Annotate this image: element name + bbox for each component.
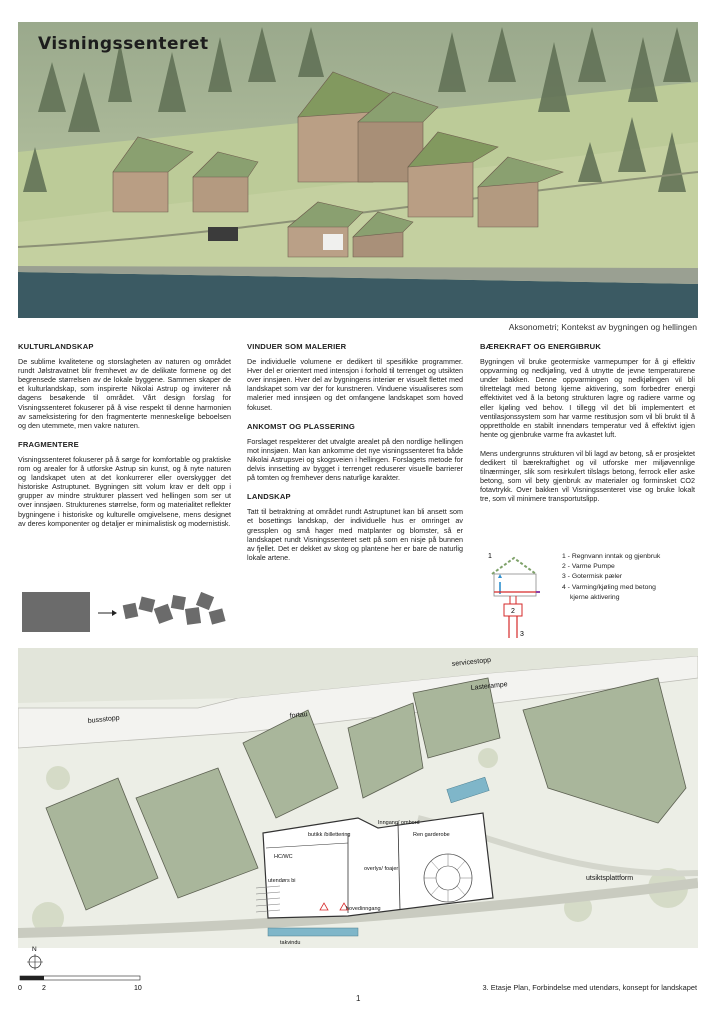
fragment-diagram (22, 592, 232, 636)
text-column-2 (247, 342, 463, 572)
north-arrow-icon (25, 944, 47, 970)
axonometric-render (18, 22, 698, 318)
label-garderobe: Ren garderobe (413, 832, 450, 838)
label-inngang: Inngang/ ombord (378, 820, 420, 826)
paragraph-kulturlandskap: De sublime kvalitetene og storslagheten av naturen og området rundt Jølstravatnet blir fremhevet av de delikate formene og det begrensede størrelsen av de lokale byggene. Sammen skaper de et kulturlandskap, som inspirerte Nikolai Astrup og inviterer nå dagens besøkende til området. Vårt design forslag for Visningssenteret fokuserer på å vise respekt til denne harmonien av sameksistering for den fragmenterte menneskelige beboelsen og den utemmete, men vakre naturen. (18, 357, 231, 430)
label-hovedinngang: hovedinngang (346, 906, 381, 912)
paragraph-landskap: Tatt til betraktning at området rundt Astruptunet kan bli ansett som et bosettings landskap, der individuelle hus er omringet av gressplen og små hager med matplanter og blomster, så er landskapet rundt Visningssenteret sett på som en nisje på bunnen av fjellet. Det er dekket av skog og plantene her er bare de naturlig lokale artene. (247, 507, 463, 562)
label-servicestopp: servicestopp (451, 656, 492, 668)
label-hcwc: HC/WC (274, 854, 293, 860)
page-title: Visningssenteret (38, 34, 209, 54)
heading-ankomst: ANKOMST OG PLASSERING (247, 421, 355, 431)
scale-bar (18, 974, 158, 994)
diagram-num-2: 2 (511, 608, 515, 615)
north-label: N (32, 946, 37, 953)
energy-legend (562, 552, 702, 603)
heading-fragmentere: FRAGMENTERE (18, 439, 79, 449)
legend-item: 2 - Varme Pumpe (562, 563, 615, 571)
scale-tick-10: 10 (134, 985, 142, 992)
label-bussstopp: bussstopp (87, 714, 120, 725)
text-column-3 (480, 342, 695, 514)
heading-vinduer: VINDUER SOM MALERIER (247, 342, 347, 351)
label-utendors: utendørs bi (268, 878, 296, 884)
paragraph-ankomst: Forslaget respekterer det utvalgte arealet på den nordlige hellingen mot innsjøen. Man kan ankomme det nye visningssenteret fra både Nikolai Astrupsvei og skogsveien i hellingen. Forslagets metode for delvis innsetting av bygget i terrenget reduserer visuelle barrierer på tomten og fremhever dens naturlige karakter. (247, 436, 463, 483)
paragraph-baerekraft: Bygningen vil bruke geotermiske varmepumper for å gi effektiv oppvarming og nedkjøling, ved å utnytte de jevne temperaturene under bakken. Denne oppvarmingen og nedkjølingen vil bli tilrettelagt med betong kjerne aktivering, som forbedrer energi effektivitet ved å la betong strukturen lagre og radiere varme og eller kjøling ved behov. I tillegg vil det bli implementert et ventilasjonssystem som har varme restitusjon som vil bli brukt til å opprettholde en stabilt innendørs temperatur ved å effektivt igjen hente og gjenbruke varme fra avkastet luft. (480, 357, 695, 439)
paragraph-materialer: Mens undergrunns strukturen vil bli lagd av betong, så er prosjektet dedikert til bærekraftighet og vil utforske mer miljøvennlige tilnærminger, slik som resirkulert tilslags betong, ferrock eller aske betong, som vil bety gjenbruk av materialer og forminsket CO2 fotavtrykk. Over bakken vil Visningssenteret vise og bruke lokalt tre, som vil minimere transportutslipp. (480, 448, 695, 504)
render-illustration (18, 22, 698, 318)
plan-drawing (18, 648, 698, 948)
diagram-num-3: 3 (520, 631, 524, 638)
legend-item: 4 - Varming/kjøling med betong (562, 583, 656, 591)
legend-item: kjerne aktivering (570, 593, 620, 601)
scale-tick-2: 2 (42, 985, 46, 992)
label-lasterampe: Lasterampe (470, 681, 508, 692)
paragraph-vinduer: De individuelle volumene er dedikert til spesifikke programmer. Hver del er orientert med intensjon i forhold til terrenget og utsikten over innsjøen. Hver del av bygningens interiør er visuelt flettet med landskapet som var der for kunstneren. Vinduene visualiseres som malerier med innsjøen og det omfangene landskapet som hoved fokuset. (247, 357, 463, 412)
legend-item: 3 - Gotermisk pæler (562, 573, 623, 581)
energy-diagram (480, 548, 560, 640)
label-utsikt: utsiktsplattform (586, 875, 634, 882)
label-overlys: overlys/ foajer (364, 866, 399, 872)
text-column-1 (18, 342, 231, 538)
legend-item: 1 - Regnvann inntak og gjenbruk (562, 553, 661, 560)
heading-landskap: LANDSKAP (247, 492, 291, 502)
scale-tick-0: 0 (18, 985, 22, 992)
site-plan (18, 648, 698, 948)
plan-caption: 3. Etasje Plan, Forbindelse med utendørs, konsept for landskapet (482, 983, 697, 992)
label-takvindu: takvindu (280, 940, 301, 946)
render-caption: Aksonometri; Kontekst av bygningen og hellingen (508, 322, 697, 332)
heading-baerekraft: BÆREKRAFT OG ENERGIBRUK (480, 342, 602, 351)
label-fortau: fortau (289, 711, 309, 720)
page-number: 1 (356, 994, 361, 1003)
heading-kulturlandskap: KULTURLANDSKAP (18, 342, 94, 351)
paragraph-fragmentere: Visningssenteret fokuserer på å sørge for komfortable og praktiske rom og arealer for å utforske Astrup sin kunst, og å nyte naturen og landskapet uten at det konkurrerer eller overskygger det historiske Astruptunet. Bygningen sitt volum krav er delt opp i grupper av mindre strukturer plassert ved hellingen som ser ut over innsjøen. Strukturenes størrelse, form og materialitet reflekter bygningene i historiske og kulturelle omgivelsene, mens designet av deres komponenter og detaljer er minimalistisk og modernistisk. (18, 454, 231, 528)
label-butikk: butikk /billettering (308, 832, 351, 838)
diagram-num-1: 1 (488, 553, 492, 560)
